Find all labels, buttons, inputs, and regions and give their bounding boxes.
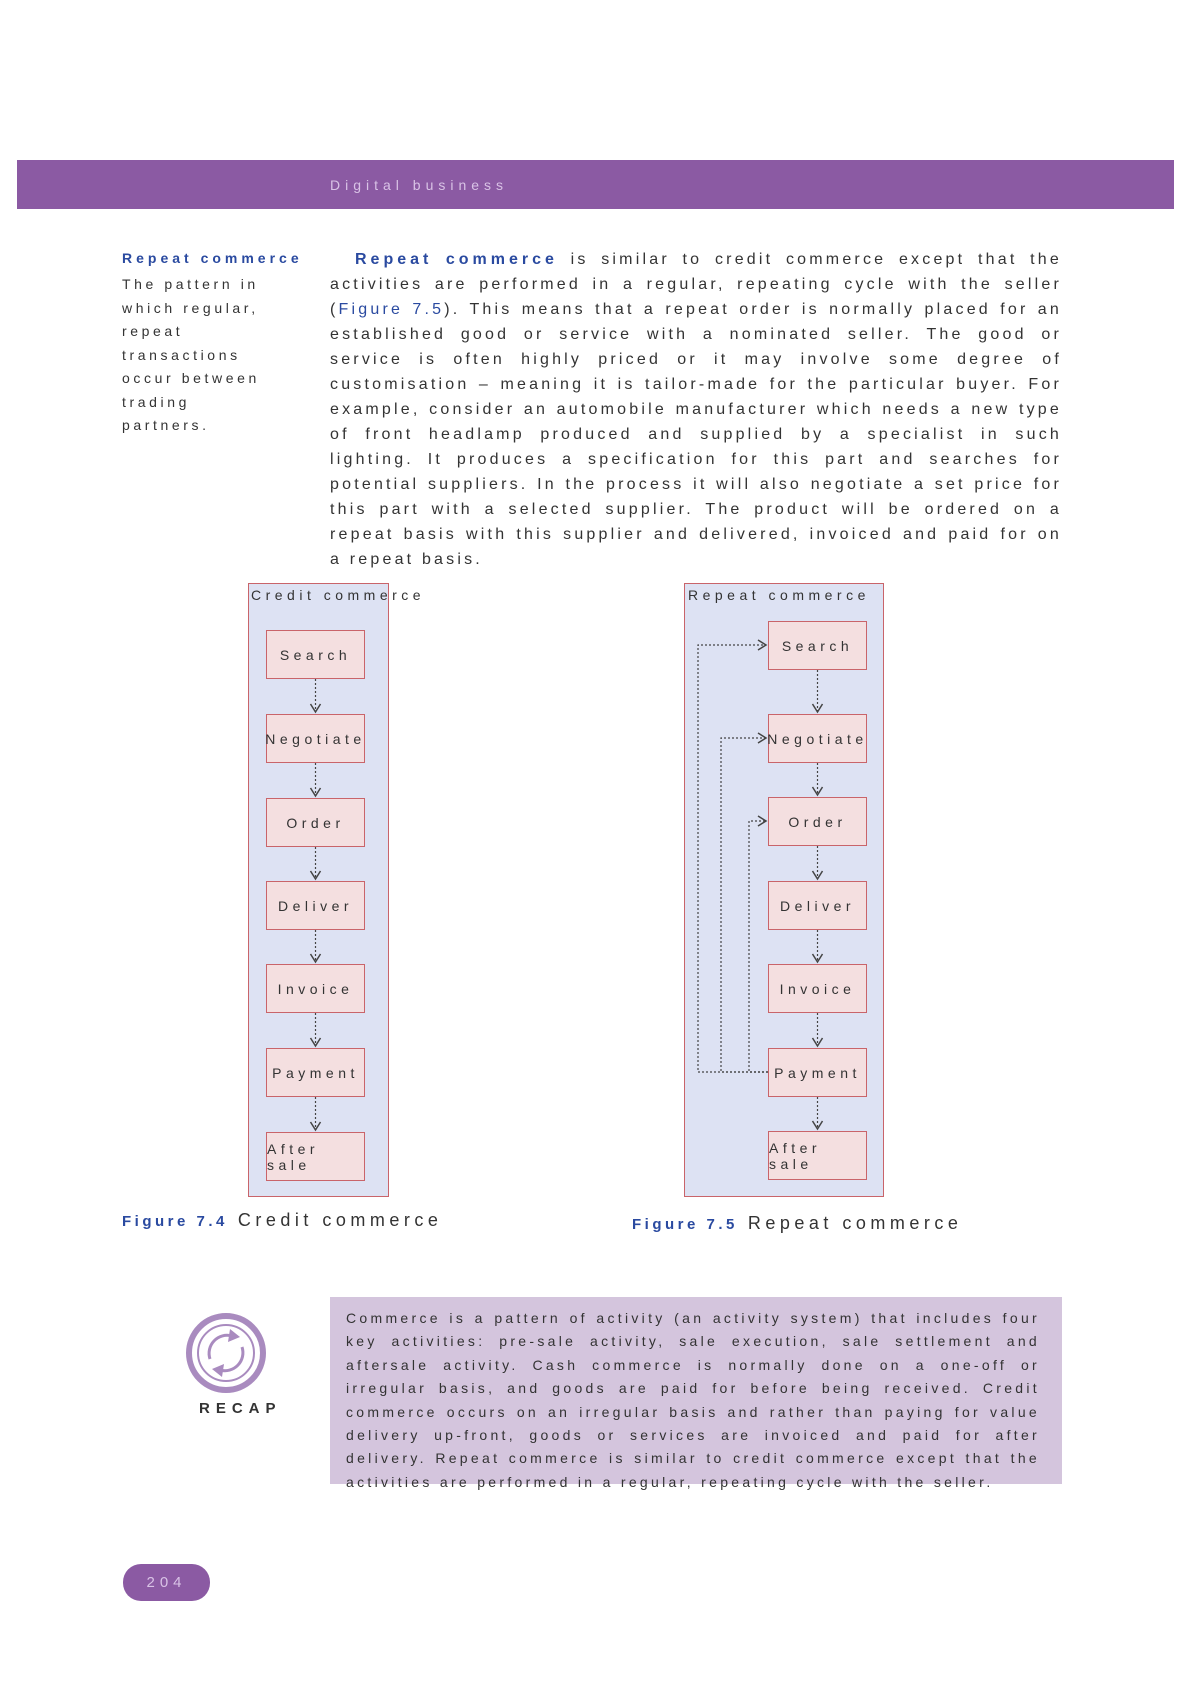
repeat-diagram-title: Repeat commerce [688,587,870,603]
recap-cycle-icon [186,1313,266,1393]
figure-title: Credit commerce [237,1210,443,1230]
step-order: Order [266,798,365,847]
running-title: Digital business [330,177,509,193]
step-deliver: Deliver [266,881,365,930]
margin-definition: The pattern in which regular, repeat transactions occur between trading partners. [122,276,260,433]
step-deliver: Deliver [768,881,867,930]
step-negotiate: Negotiate [768,714,867,763]
figure-7-4-caption [122,1210,442,1231]
body-text-part-2: ). This means that a repeat order is normally placed for an established good or service with a nominated seller. The good or service is often highly priced or it may involve some degree of customisation – meaning it is tailor-made for the particular buyer. For example, consider an automobile manufacturer which needs a new type of front headlamp produced and supplied by a specialist in such lighting. It produces a specification for this part and searches for potential suppliers. In the process it will also negotiate a set price for this part with a selected supplier. The product will be ordered on a repeat basis with this supplier and delivered, invoiced and paid for on a repeat basis. [330,301,1062,568]
step-negotiate: Negotiate [266,714,365,763]
step-payment: Payment [266,1048,365,1097]
step-search: Search [768,621,867,670]
recap-label: RECAP [199,1400,282,1417]
figure-number: Figure 7.4 [122,1213,228,1230]
step-search: Search [266,630,365,679]
step-after-sale: After sale [266,1132,365,1181]
step-after-sale: After sale [768,1131,867,1180]
figure-reference-link[interactable]: Figure 7.5 [338,301,445,318]
figure-title: Repeat commerce [747,1213,963,1233]
recap-text: Commerce is a pattern of activity (an activity system) that includes four key activities: pre-sale activity, sale execution, sale settlement and aftersale activity. Cash commerce is normally done on a one-off or irregular basis, and goods are paid for before being received. Credit commerce occurs on an irregular basis and rather than paying for value delivery up-front, goods or services are invoiced and paid for after delivery. Repeat commerce is similar to credit commerce except that the activities are performed in a regular, repeating cycle with the seller. [346,1310,1040,1490]
body-text-part-1: is similar to credit commerce except that the activities are performed in a regular, repeating cycle with the seller ( [330,251,1062,318]
step-invoice: Invoice [768,964,867,1013]
figure-number: Figure 7.5 [632,1216,738,1233]
lead-term: Repeat commerce [355,251,558,268]
feedback-loop-arrow [749,821,768,1072]
step-order: Order [768,797,867,846]
feedback-loop-arrow [698,645,768,1072]
credit-diagram-title: Credit commerce [251,587,426,603]
step-payment: Payment [768,1048,867,1097]
feedback-loop-arrow [721,738,768,1072]
figure-7-5-caption [632,1213,962,1234]
margin-term: Repeat commerce [122,250,303,266]
step-invoice: Invoice [266,964,365,1013]
page-number: 204 [123,1564,210,1601]
